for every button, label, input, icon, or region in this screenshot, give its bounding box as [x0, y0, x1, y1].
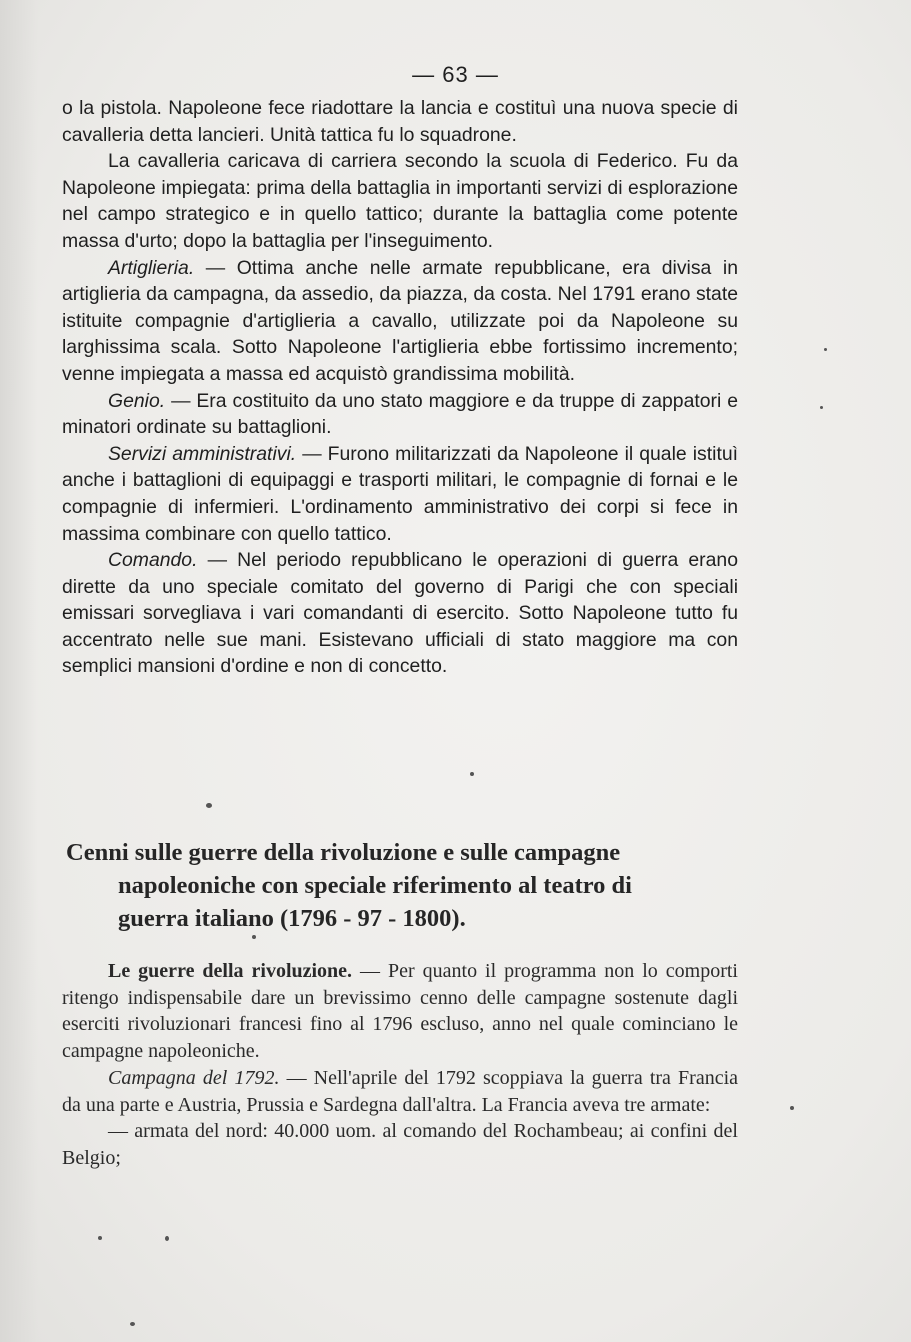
page-edge-shadow — [0, 0, 38, 1342]
label-artiglieria: Artiglieria. — [108, 256, 195, 279]
section-text — [62, 958, 738, 1172]
paragraph-comando — [62, 547, 738, 680]
scan-speck — [790, 1106, 794, 1110]
text-campagna-1792: — Nell'aprile del 1792 scoppiava la guerra tra Francia da una parte e Austria, Prussia e Sardegna dall'altra. La Francia aveva tre armate: — [62, 1066, 739, 1116]
paragraph-cavalleria: La cavalleria caricava di carriera secondo la scuola di Federico. Fu da Napoleone impiegata: prima della battaglia in importanti servizi di esplorazione nel campo strategico e in quello tattico; durante la battaglia come potente massa d'urto; dopo la battaglia per l'inseguimento. — [62, 150, 738, 252]
label-genio: Genio. — [108, 389, 166, 412]
scan-speck — [824, 348, 827, 351]
label-campagna-1792: Campagna del 1792. — [108, 1066, 280, 1089]
section-heading — [66, 836, 746, 935]
paragraph-pistola: o la pistola. Napoleone fece riadottare la lancia e costituì una nuova specie di cavalleria detta lancieri. Unità tattica fu lo squadrone. — [62, 97, 738, 146]
scan-speck — [165, 1236, 169, 1241]
paragraph-campagna-1792 — [62, 1065, 738, 1118]
paragraph-artiglieria — [62, 255, 738, 388]
paragraph-armata-nord: — armata del nord: 40.000 uom. al comando del Rochambeau; ai confini del Belgio; — [62, 1120, 738, 1169]
paragraph-servizi — [62, 441, 738, 547]
heading-line-3: guerra italiano (1796 - 97 - 1800). — [118, 905, 466, 932]
text-artiglieria: — Ottima anche nelle armate repubblicane, era divisa in artiglieria da campagna, da assedio, da piazza, da costa. Nel 1791 erano state istituite compagnie d'artiglieria a cavallo, utilizzate poi da Napoleone su larghissima scala. Sotto Napoleone l'artiglieria ebbe fortissimo incremento; venne impiegata a massa ed acquistò grandissima mobilità. — [62, 256, 738, 385]
text-comando: — Nel periodo repubblicano le operazioni di guerra erano dirette da uno speciale comitato del governo di Parigi che con speciali emissari sorvegliava i vari comandanti di esercito. Sotto Napoleone tutto fu accentrato nelle sue mani. Esistevano ufficiali di stato maggiore ma con semplici mansioni d'ordine e non di concetto. — [62, 549, 738, 678]
page-number: — 63 — — [412, 62, 499, 87]
text-servizi: — Furono militarizzati da Napoleone il quale istituì anche i battaglioni di equipaggi e trasporti militari, le compagnie di fornai e le compagnie di infermieri. L'ordinamento amministrativo dei corpi si fece in massima combinare con quello tattico. — [62, 442, 738, 545]
heading-line-2: napoleoniche con speciale riferimento al teatro di — [118, 872, 632, 899]
label-guerre-rivoluzione: Le guerre della rivoluzione. — [108, 960, 353, 982]
scan-speck — [820, 406, 823, 409]
label-servizi: Servizi amministrativi. — [108, 442, 297, 465]
body-text — [62, 95, 738, 680]
scan-speck — [470, 772, 474, 776]
heading-line-1: Cenni sulle guerre della rivoluzione e sulle campagne — [66, 839, 621, 866]
scan-speck — [98, 1236, 102, 1240]
text-genio: — Era costituito da uno stato maggiore e da truppe di zappatori e minatori ordinate su battaglioni. — [62, 389, 738, 439]
scan-speck — [130, 1322, 135, 1326]
label-comando: Comando. — [108, 549, 198, 572]
scan-speck — [252, 935, 256, 939]
paragraph-guerre-rivoluzione — [62, 958, 738, 1065]
text-guerre-rivoluzione: — Per quanto il programma non lo comporti ritengo indispensabile dare un brevissimo cenno delle campagne sostenute dagli eserciti rivoluzionari francesi fino al 1796 escluso, anno nel quale cominciano le campagne napoleoniche. — [62, 960, 738, 1063]
scan-speck — [206, 803, 212, 808]
paragraph-genio — [62, 388, 738, 441]
